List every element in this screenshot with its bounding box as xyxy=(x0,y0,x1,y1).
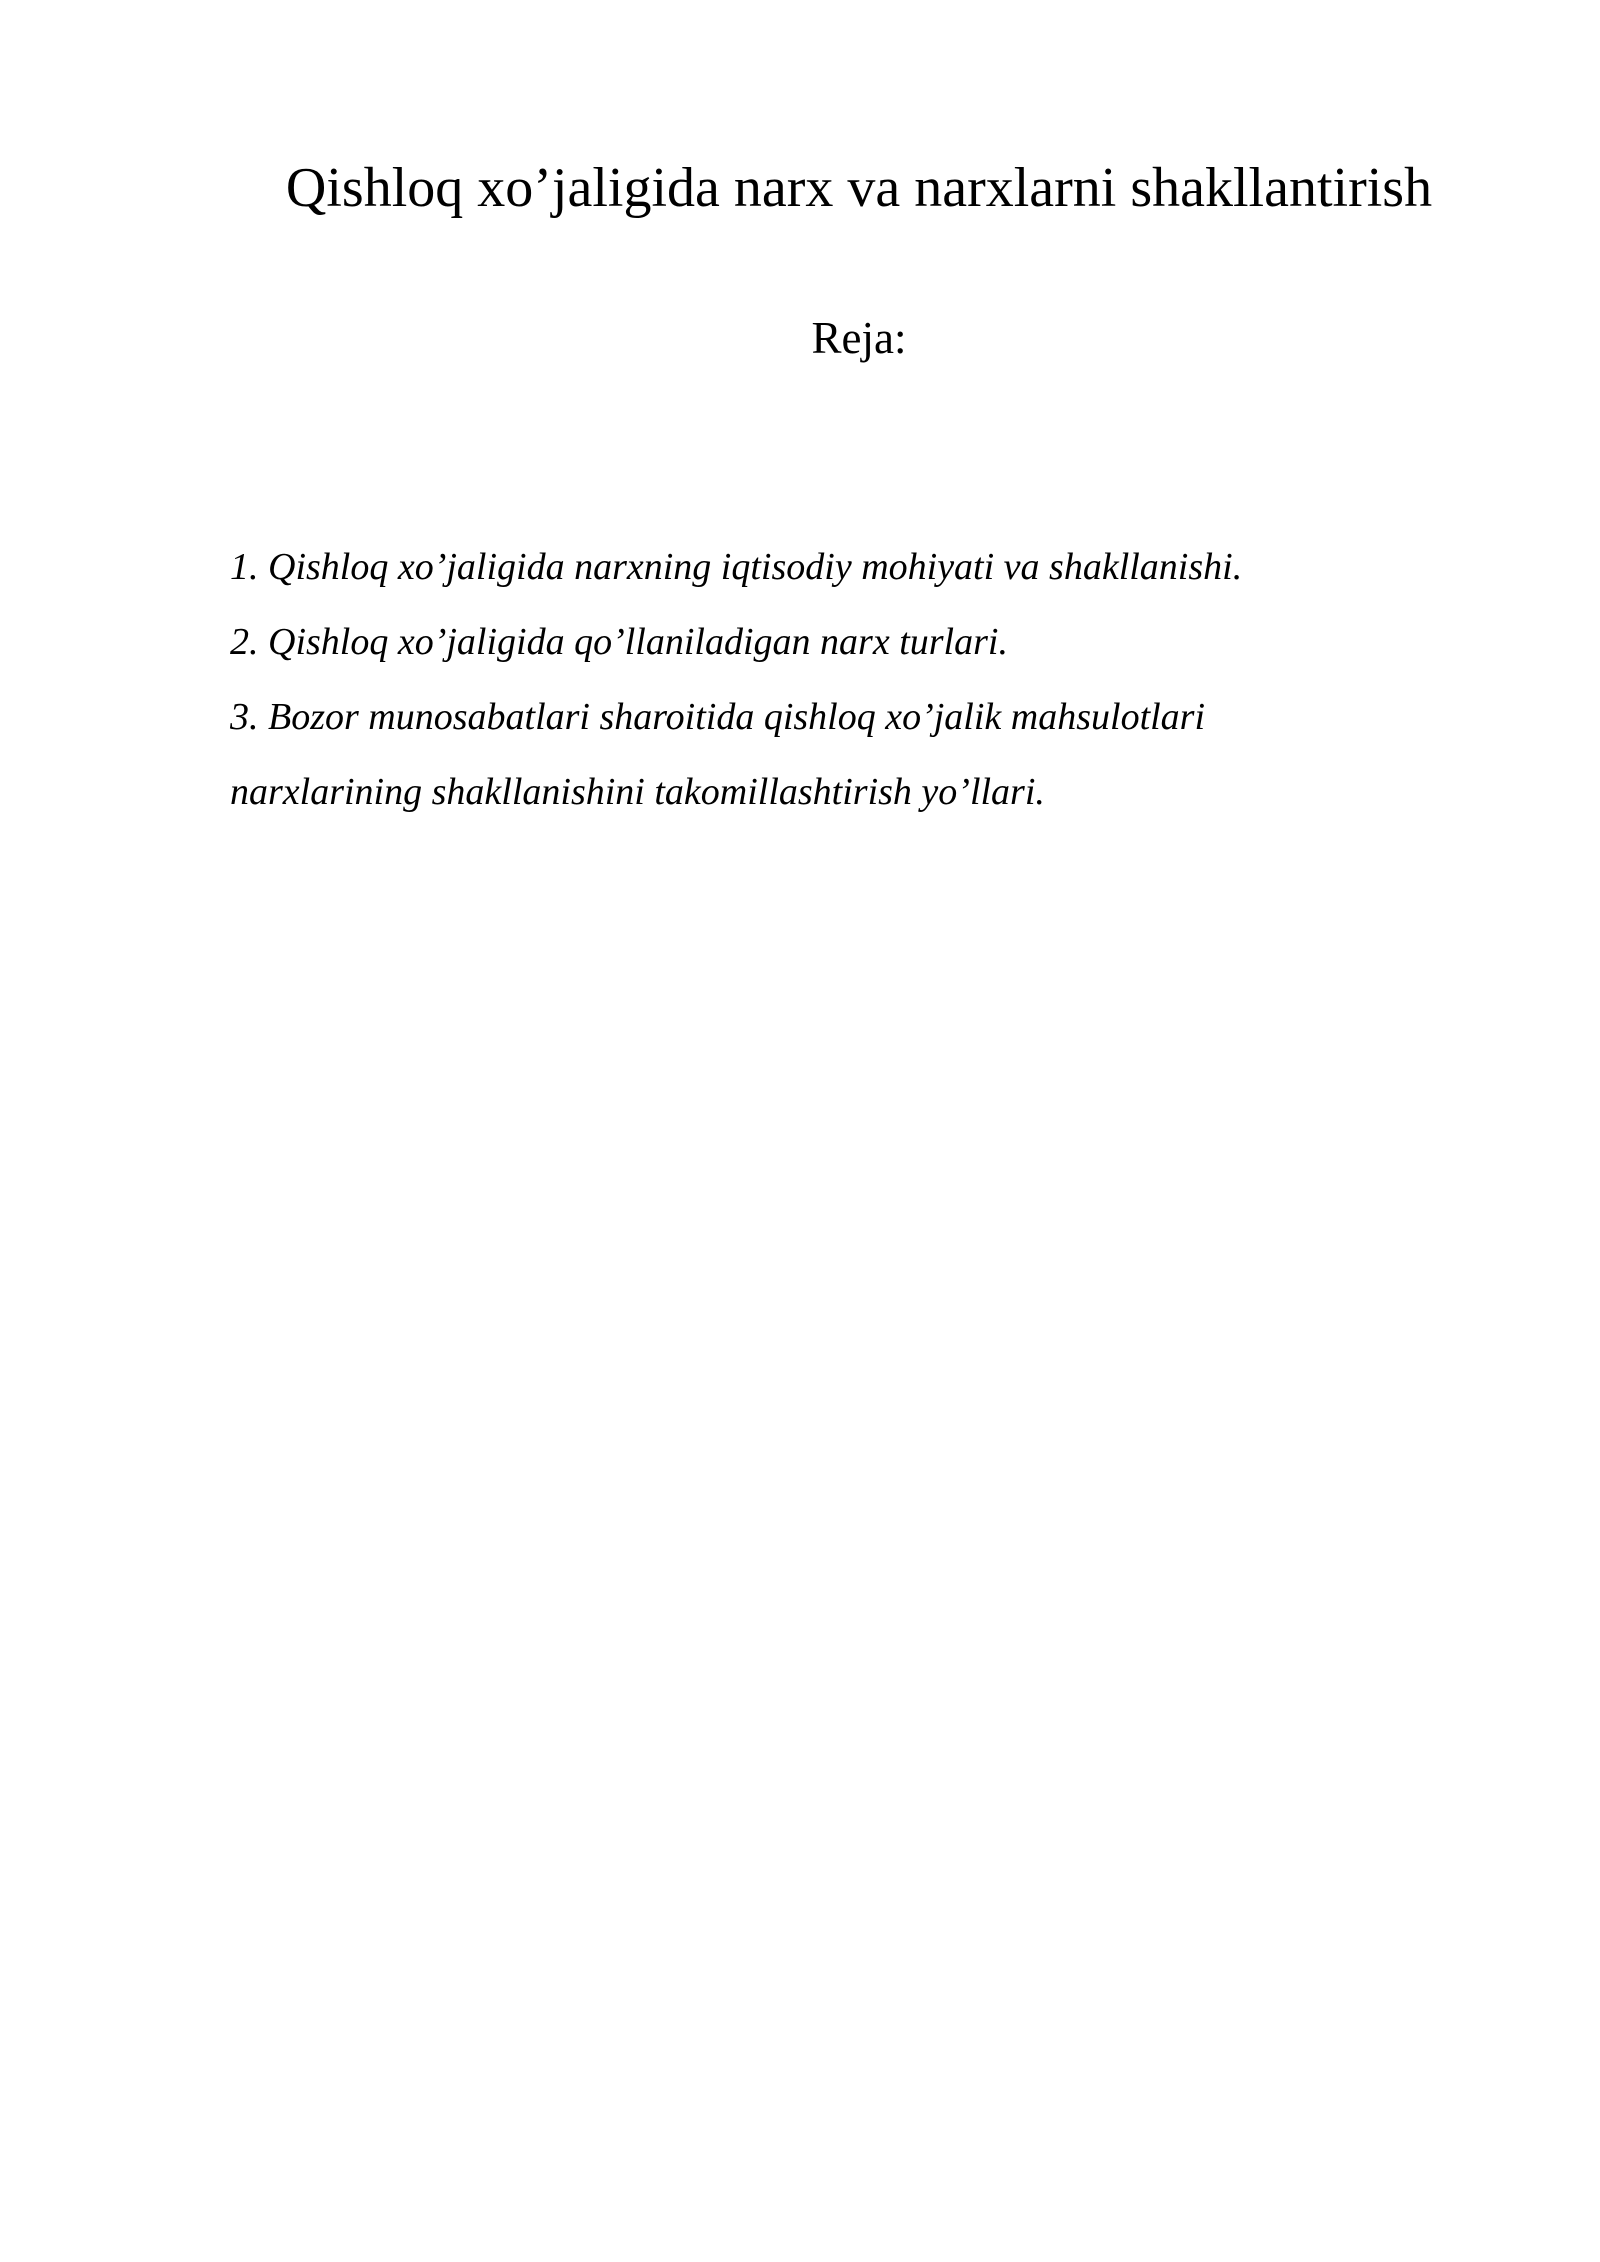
plan-item-2: 2. Qishloq xo’jaligida qo’llaniladigan narx turlari. xyxy=(230,621,1008,663)
plan-heading: Reja: xyxy=(811,313,907,363)
plan-item-3-continuation: narxlarining shakllanishini takomillashtirish yo’llari. xyxy=(230,771,1045,813)
plan-list xyxy=(230,530,1430,830)
document-title: Qishloq xo’jaligida narx va narxlarni shakllantirish xyxy=(285,157,1433,219)
plan-item-1: 1. Qishloq xo’jaligida narxning iqtisodiy mohiyati va shakllanishi. xyxy=(230,546,1243,588)
plan-item-3: 3. Bozor munosabatlari sharoitida qishloq xo’jalik mahsulotlari xyxy=(230,696,1206,738)
